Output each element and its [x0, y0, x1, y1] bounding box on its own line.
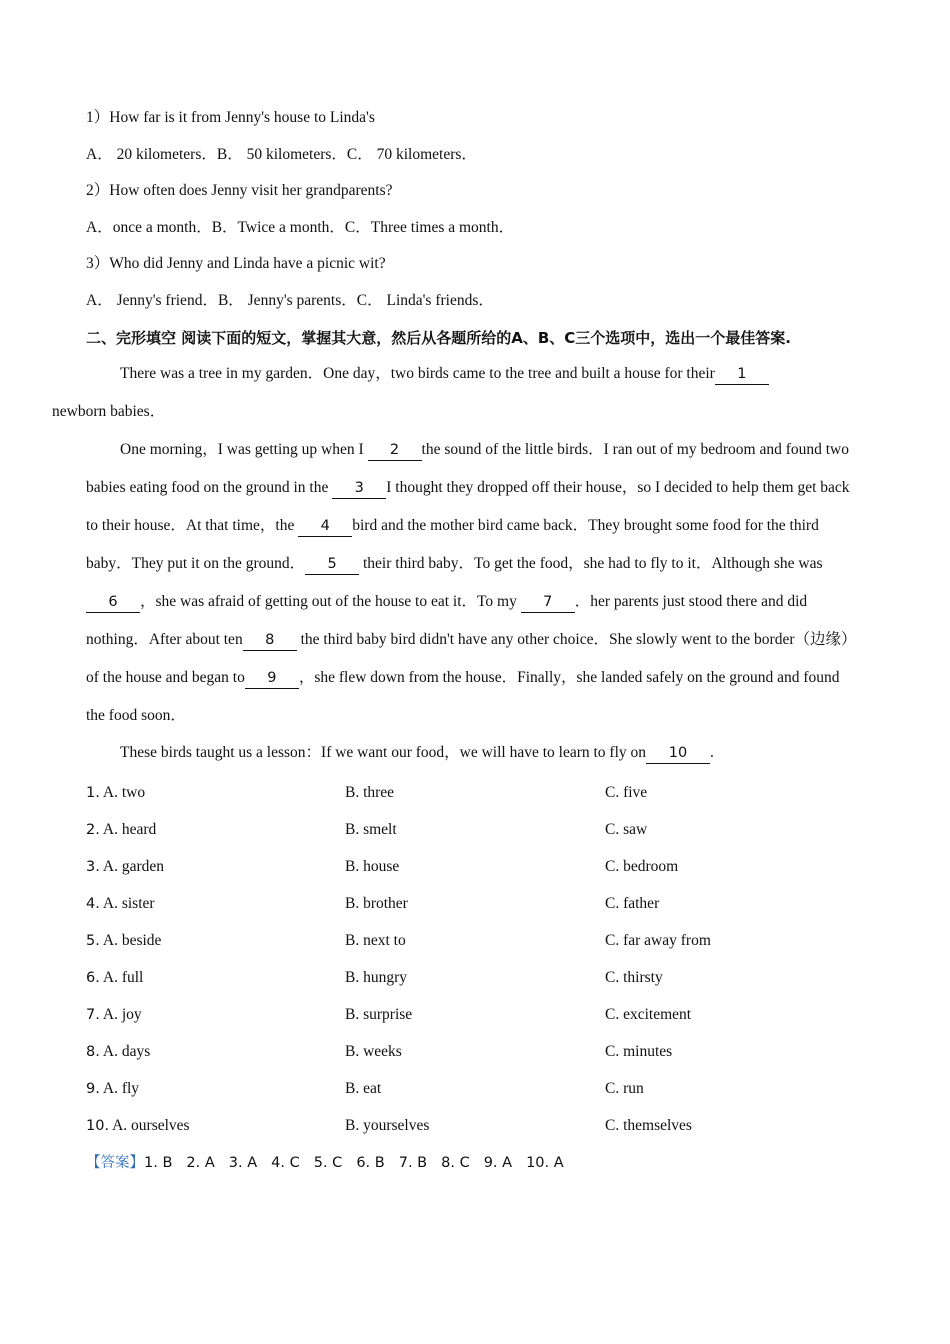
answer-item: 4. C: [271, 1155, 300, 1171]
answer-item: 1. B: [144, 1155, 173, 1171]
answer-item: 6. B: [356, 1155, 385, 1171]
option-row-7: 7. A. joy B. surprise C. excitement: [86, 1006, 692, 1023]
answer-item: 7. B: [398, 1155, 428, 1171]
answer-key: [86, 1153, 862, 1173]
cloze-passage: [52, 355, 862, 771]
section-title: 二、完形填空 阅读下面的短文，掌握其大意，然后从各题所给的A、B、C三个选项中，选出一个最佳答案.: [86, 329, 791, 347]
option-row-8: 8. A. days B. weeks C. minutes: [86, 1043, 673, 1060]
option-row-4: 4. A. sister B. brother C. father: [86, 895, 660, 912]
option-row-1: 1. A. two B. three C. five: [86, 784, 648, 801]
option-row-2: 2. A. heard B. smelt C. saw: [86, 821, 648, 838]
option-row-10: 10. A. ourselves B. yourselves C. themselves: [86, 1117, 692, 1134]
option-row-9: 9. A. fly B. eat C. run: [86, 1080, 644, 1097]
blank-8: 8: [243, 630, 297, 651]
question-3-options: A． Jenny's friend．B． Jenny's parents．C． Linda's friends．: [86, 291, 494, 309]
answer-item: 3. A: [228, 1155, 258, 1171]
blank-4: 4: [298, 516, 352, 537]
answer-tag: 【答案】: [86, 1155, 144, 1171]
answer-item: 8. C: [441, 1155, 470, 1171]
passage-paragraph-3: These birds taught us a lesson：If we want our food，we will have to learn to fly on 10 .: [86, 735, 862, 771]
option-row-6: 6. A. full B. hungry C. thirsty: [86, 969, 663, 986]
blank-10: 10: [646, 743, 710, 764]
answer-item: 2. A: [186, 1155, 215, 1171]
passage-paragraph-1: There was a tree in my garden．One day，two birds came to the tree and built a house for their 1 newborn babies．: [86, 355, 862, 431]
question-3: 3）Who did Jenny and Linda have a picnic wit?: [86, 255, 386, 272]
option-row-3: 3. A. garden B. house C. bedroom: [86, 858, 679, 875]
option-row-5: 5. A. beside B. next to C. far away from: [86, 932, 711, 949]
blank-2: 2: [368, 440, 422, 461]
reading-questions: [86, 108, 862, 327]
blank-5: 5: [305, 554, 359, 575]
document-page: [52, 108, 862, 1173]
blank-1: 1: [715, 364, 769, 385]
blank-9: 9: [245, 668, 299, 689]
answer-item: 10. A: [526, 1155, 564, 1171]
blank-6: 6: [86, 592, 140, 613]
question-1-options: A． 20 kilometers．B． 50 kilometers．C． 70 kilometers．: [86, 145, 477, 163]
cloze-options: [86, 783, 862, 1153]
question-2: 2）How often does Jenny visit her grandparents?: [86, 182, 393, 199]
question-1: 1）How far is it from Jenny's house to Linda's: [86, 109, 375, 126]
question-2-options: A．once a month．B．Twice a month．C．Three times a month．: [86, 218, 515, 236]
blank-3: 3: [332, 478, 386, 499]
answer-item: 9. A: [483, 1155, 513, 1171]
answer-item: 5. C: [313, 1155, 343, 1171]
passage-paragraph-2: One morning，I was getting up when I 2 the sound of the little birds．I ran out of my bedroom and found two babies eating food on the ground in the 3 I thought they dropped off their house，so I decided to help them get back to their house．At that time，the 4 bird and the mother bird came back．They brought some food for the third baby．They put it on the ground． 5 their third baby．To get the food，she had to fly to it．Although she was6 ，she was afraid of getting out of the house to eat it．To my 7 ．her parents just stood there and did nothing．After about ten 8 the third baby bird didn't have any other choice．She slowly went to the border（边缘）of the house and began to 9 ，she flew down from the house．Finally，she landed safely on the ground and found the food soon．: [86, 441, 857, 724]
blank-7: 7: [521, 592, 575, 613]
